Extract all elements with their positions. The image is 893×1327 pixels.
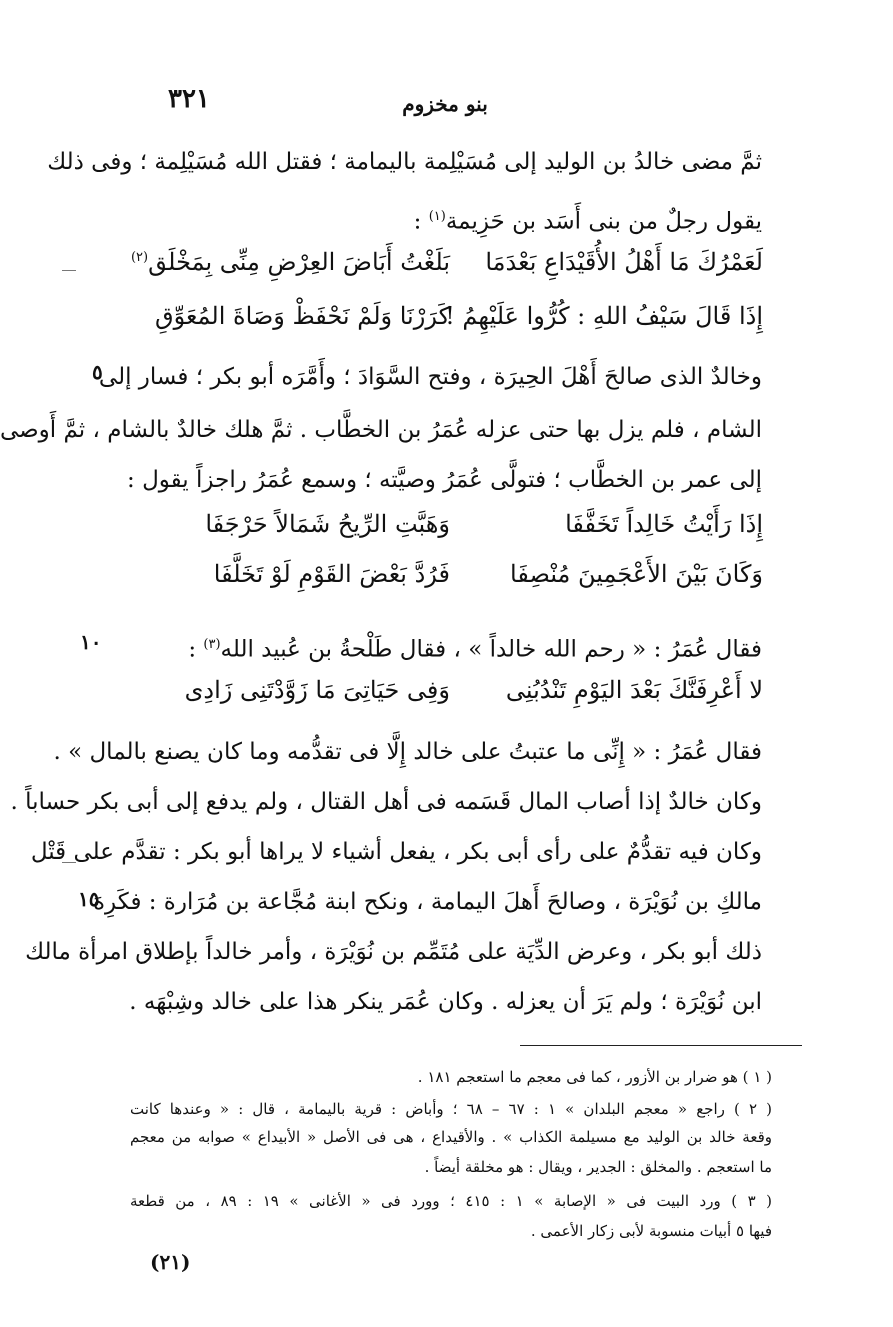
running-header-title: بنو مخزوم — [402, 92, 488, 116]
page-number: ٣٢١ — [168, 84, 210, 114]
body-line-7: إلى عمر بن الخطَّاب ؛ فتولَّى عُمَرُ وصيَّته ؛ وسمع عُمَرُ راجزاً يقول : — [127, 467, 762, 493]
footnote-2-line-2: وقعة خالد بن الوليد مع مسيلمة الكذاب » . والأقيداع ، هى فى الأصل « الأبيداع » صوابه من معجم — [130, 1128, 772, 1146]
body-line-17: ابن نُوَيْرَة ؛ ولم يَرَ أن يعزله . وكان عُمَر ينكر هذا على خالد وشِبْهَه . — [129, 989, 762, 1015]
body-line-12: فقال عُمَرُ : « إِنِّى ما عتبتُ على خالد إِلَّا فى تقدُّمه وما كان يصنع بالمال » . — [53, 739, 762, 765]
body-line-1: ثمَّ مضى خالدُ بن الوليد إلى مُسَيْلِمة باليمامة ؛ فقتل الله مُسَيْلِمة ؛ وفى ذلك — [47, 149, 762, 175]
verse-line-5 — [155, 676, 763, 710]
body-line-2 — [130, 202, 762, 237]
verse-5-second-hemistich: وَفِى حَيَاتِىَ مَا زَوَّدْتَنِى زَادِى — [184, 676, 450, 704]
footnote-2-line-1: ( ٢ ) راجع « معجم البلدان » ١ : ٦٧ – ٦٨ ؛ وأباض : قرية باليمامة ، قال : « وعندها كانت — [130, 1100, 772, 1118]
body-line-2-end: : — [413, 208, 429, 235]
body-line-15: مالكِ بن نُوَيْرَة ، وصالحَ أَهلَ اليمامة ، ونكح ابنة مُجَّاعة بن مُرَارة : فكَرِهَ — [93, 889, 762, 915]
margin-tick-mark — [62, 862, 76, 863]
margin-tick-mark — [62, 270, 76, 271]
body-line-10-text: فقال عُمَرُ : « رحم الله خالداً » ، فقال طَلْحةُ بن عُبيد الله — [220, 636, 762, 663]
verse-5-first-hemistich: لا أَعْرِفَنَّكَ بَعْدَ اليَوْمِ تَنْدُبُنِى — [505, 676, 763, 704]
footnote-separator — [520, 1045, 802, 1046]
signature-mark: (٢١) — [150, 1250, 191, 1274]
body-line-5: وخالدٌ الذى صالحَ أَهْلَ الحِيرَة ، وفتح السَّوَادَ ؛ وأَمَّرَه أبو بكر ؛ فسار إلى — [98, 364, 762, 390]
body-line-16: ذلك أبو بكر ، وعرض الدِّيَة على مُتَمِّم بن نُوَيْرَة ، وأمر خالداً بإطلاق امرأة مالك — [25, 939, 762, 965]
verse-4-second-hemistich: فَرُدَّ بَعْضَ القَوْمِ لَوْ تَخَلَّفَا — [213, 560, 450, 588]
verse-3-second-hemistich: وَهَبَّتِ الرِّيحُ شَمَالاً حَرْجَفَا — [205, 510, 450, 538]
body-line-6: الشام ، فلم يزل بها حتى عزله عُمَرُ بن الخطَّاب . ثمَّ هلك خالدٌ بالشام ، ثمَّ أَوصى — [0, 417, 762, 443]
footnote-1: ( ١ ) هو ضرار بن الأزور ، كما فى معجم ما استعجم ١٨١ . — [417, 1068, 772, 1086]
verse-line-2 — [155, 302, 763, 336]
footnote-2-line-3: ما استعجم . والمخلق : الجدير ، ويقال : هو مخلقة أيضاً . — [424, 1158, 772, 1176]
margin-line-number-10: ١٠ — [80, 630, 102, 654]
verse-4-first-hemistich: وَكَانَ بَيْنَ الأَعْجَمِينَ مُنْصِفَا — [510, 560, 763, 588]
body-line-2-text: يقول رجلٌ من بنى أَسَد بن حَزِيمة — [445, 208, 762, 235]
verse-1-second-hemistich — [130, 248, 450, 276]
verse-1-second-text: بَلَغْتُ أَبَاضَ العِرْضِ مِنِّى بِمَخْلَق — [148, 248, 450, 276]
footnote-ref-3: (٣) — [203, 637, 221, 652]
body-line-10 — [130, 630, 762, 665]
verse-3-first-hemistich: إِذَا رَأَيْتُ خَالِداً تَخَفَّفَا — [565, 510, 763, 538]
body-line-14: وكان فيه تقدُّمٌ على رأى أبى بكر ، يفعل أشياء لا يراها أبو بكر : تقدَّم على قَتْل — [30, 839, 762, 865]
verse-1-first-hemistich: لَعَمْرُكَ مَا أَهْلُ الأُقَيْدَاعِ بَعْدَمَا — [485, 248, 763, 276]
margin-line-number-5: ٥ — [92, 360, 103, 384]
verse-line-4 — [155, 560, 763, 594]
verse-2-first-hemistich: إِذَا قَالَ سَيْفُ اللهِ : كُرُّوا عَلَيْهِمُ ! — [445, 302, 763, 330]
footnote-3-line-2: فيها ٥ أبيات منسوبة لأبى زكار الأعمى . — [530, 1222, 772, 1240]
body-line-10-end: : — [188, 636, 204, 663]
margin-line-number-15: ١٥ — [78, 887, 100, 911]
footnote-ref-2: (٢) — [130, 250, 149, 265]
verse-2-second-hemistich: كَرَرْنَا وَلَمْ نَحْفَظْ وَصَاةَ المُعَوِّقِ — [154, 302, 450, 330]
footnote-ref-1: (١) — [428, 209, 446, 224]
body-line-13: وكان خالدٌ إذا أصاب المال قَسَمه فى أهل القتال ، ولم يدفع إلى أبى بكر حساباً . — [10, 789, 762, 815]
footnote-3-line-1: ( ٣ ) ورد البيت فى « الإصابة » ١ : ٤١٥ ؛ وورد فى « الأغانى » ١٩ : ٨٩ ، من قطعة — [130, 1192, 772, 1210]
verse-line-1 — [130, 248, 763, 282]
verse-line-3 — [155, 510, 763, 544]
